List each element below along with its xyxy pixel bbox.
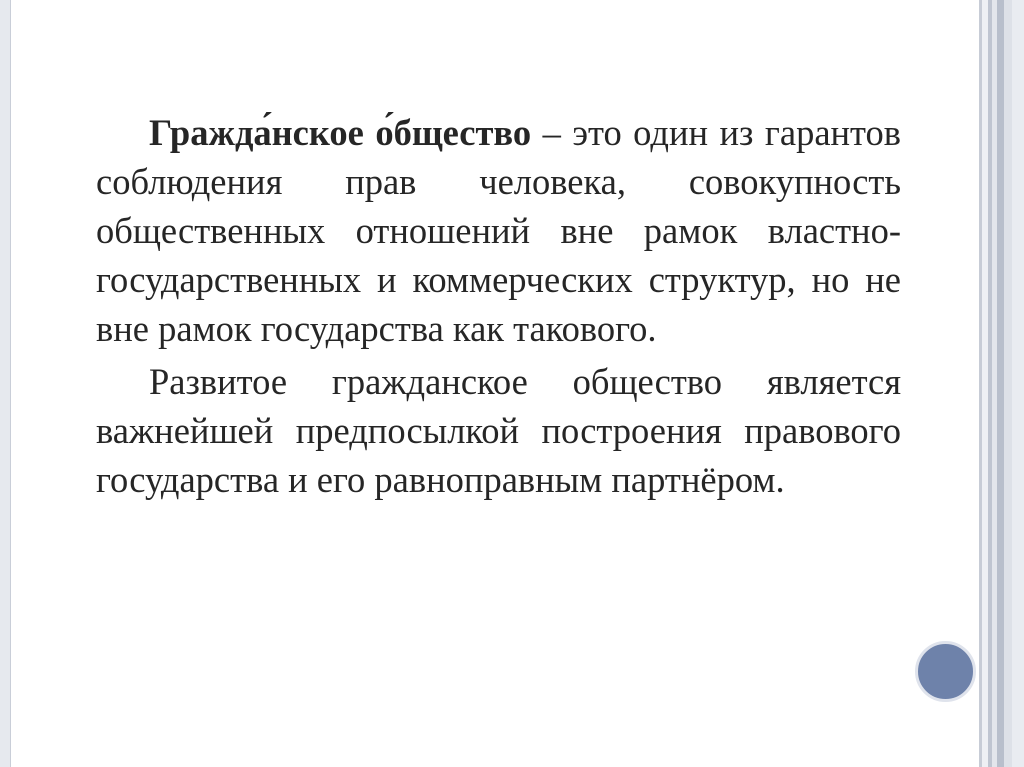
decorative-circle: [915, 641, 976, 702]
definition-paragraph: [96, 108, 901, 353]
defined-term: Гражда́нское о́бщество: [149, 112, 532, 153]
right-frame-border: [979, 0, 1024, 767]
definition-text: – это один из гарантов соблюдения прав человека, совокупность общественных отношений вне рамок властно-государственных и коммерческих структур, но не вне рамок государства как такового.: [96, 112, 902, 349]
left-frame-border: [0, 0, 11, 767]
slide-body: [96, 108, 901, 508]
second-paragraph: Развитое гражданское общество является важнейшей предпосылкой построения правового государства и его равноправным партнёром.: [96, 361, 901, 500]
